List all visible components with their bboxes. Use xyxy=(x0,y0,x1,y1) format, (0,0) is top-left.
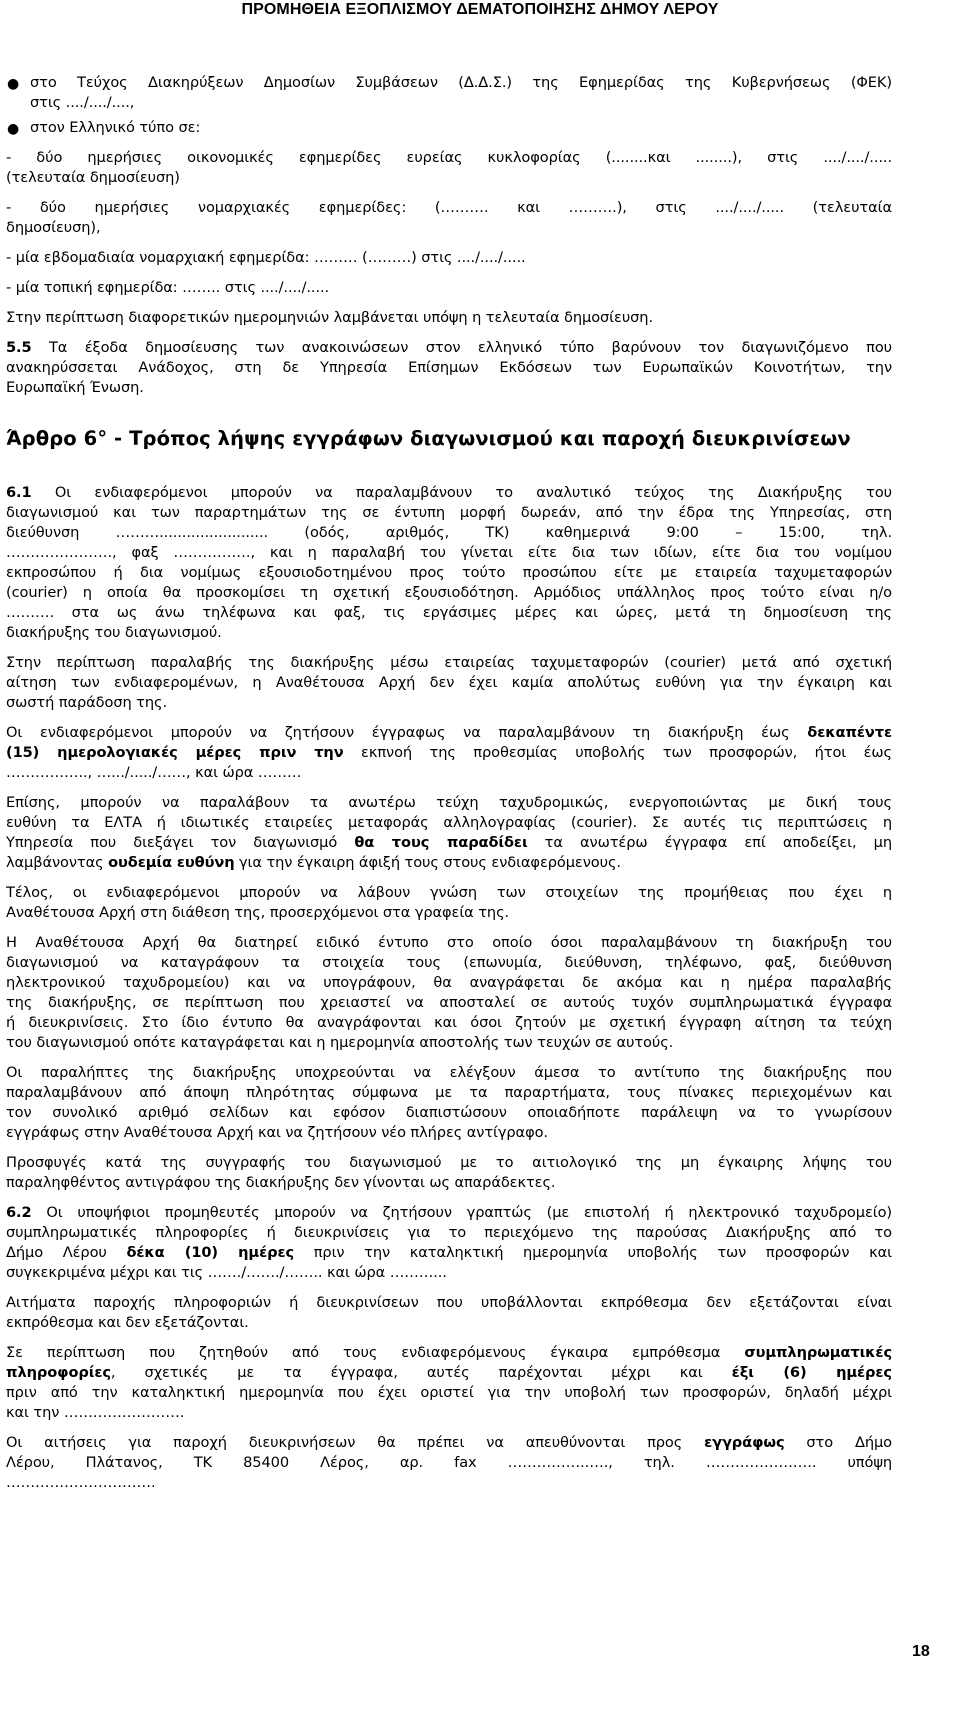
text-line: …………………………. xyxy=(6,1474,156,1491)
text-line: - μία εβδομαδιαία νομαρχιακή εφημερίδα: ……… (………) στις ..../..../..... xyxy=(6,249,526,266)
text-line: στο Τεύχος Διακηρύξεων Δημοσίων Συμβάσεων (Δ.Δ.Σ.) της Εφημερίδας της Κυβερνήσεως (ΦΕΚ) xyxy=(30,74,892,91)
text-line: Στην περίπτωση παραλαβής της διακήρυξης μέσω εταιρείας ταχυμεταφορών (courier) μετά από σχετική xyxy=(6,654,892,671)
text-line: λαμβάνοντας ουδεμία ευθύνη για την έγκαιρη άφιξή τους στους ενδιαφερόμενους. xyxy=(6,854,621,871)
text-line: στον Ελληνικό τύπο σε: xyxy=(30,119,201,136)
text-line: στις ..../..../...., xyxy=(30,94,135,111)
page-number: 18 xyxy=(912,1643,930,1660)
text-line: ή διευκρινίσεις. Στο ίδιο έντυπο θα αναγράφονται και όσοι ζητούν με σχετική έγγραφη αίτηση τα τεύχη xyxy=(6,1014,892,1031)
text-line: - δύο ημερήσιες οικονομικές εφημερίδες ευρείας κυκλοφορίας (........και ........), στις ..../..../..... xyxy=(6,149,892,166)
text-line: Στην περίπτωση διαφορετικών ημερομηνιών λαμβάνεται υπόψη η τελευταία δημοσίευση. xyxy=(6,309,653,326)
section-number: 5.5 xyxy=(6,339,32,356)
text-line: Οι ενδιαφερόμενοι μπορούν να ζητήσουν έγγραφως να παραλαμβάνουν τη διακήρυξη έως δεκαπέντε xyxy=(6,724,892,741)
text-line: (15) ημερολογιακές μέρες πριν την εκπνοή της προθεσμίας υποβολής των προσφορών, ήτοι έως xyxy=(6,744,893,761)
text-line: ανακηρύσσεται Ανάδοχος, στη δε Υπηρεσία Επίσημων Εκδόσεων των Ευρωπαϊκών Κοινοτήτων, την xyxy=(6,359,892,376)
text-line: της διακήρυξης, σε περίπτωση που χρειαστεί να αποσταλεί σε αυτούς τυχόν συμπληρωματικά έγγραφα xyxy=(6,994,892,1011)
text-line: Οι παραλήπτες της διακήρυξης υποχρεούνται να ελέγξουν άμεσα το αντίτυπο της διακήρυξης που xyxy=(6,1064,892,1081)
text-line: Δήμο Λέρου δέκα (10) ημέρες πριν την καταληκτική ημερομηνία υποβολής των προσφορών και xyxy=(6,1244,893,1261)
section-number: 6.1 xyxy=(6,484,32,501)
text-line: Ευρωπαϊκή Ένωση. xyxy=(6,379,144,396)
text-line: πληροφορίες, σχετικές με τα έγγραφα, αυτές παρέχονται μέχρι και έξι (6) ημέρες xyxy=(6,1364,892,1381)
text-line: συγκεκριμένα μέχρι και τις ……./……./…….. και ώρα ………... xyxy=(6,1264,447,1281)
text-line: Αναθέτουσα Αρχή στη διάθεση της, προσερχόμενοι στα γραφεία της. xyxy=(6,904,510,921)
text-line: (τελευταία δημοσίευση) xyxy=(6,169,180,186)
bullet-dot: ● xyxy=(7,121,20,137)
text-line: ………. στα ως άνω τηλέφωνα και φαξ, τις εργάσιμες μέρες και ώρες, μετά τη δημοσίευση της xyxy=(6,604,892,621)
section-number: 6.2 xyxy=(6,1204,32,1221)
text-line: διεύθυνση ………........................ (οδός, αριθμός, ΤΚ) καθημερινά 9:00 – 15:00, τηλ. xyxy=(6,524,892,541)
text-line: διαγωνισμού και των παραρτημάτων της σε έντυπη μορφή δωρεάν, από την έδρα της Υπηρεσίας, στη xyxy=(6,504,892,521)
text-line: Οι αιτήσεις για παροχή διευκρινήσεων θα πρέπει να απευθύνονται προς εγγράφως στο Δήμο xyxy=(6,1434,892,1451)
header-title: ΠΡΟΜΗΘΕΙΑ ΕΞΟΠΛΙΣΜΟΥ ΔΕΜΑΤΟΠΟΙΗΣΗΣ ΔΗΜΟΥ ΛΕΡΟΥ xyxy=(241,1,719,18)
text-line: Προσφυγές κατά της συγγραφής του διαγωνισμού με το αιτιολογικό της μη έγκαιρης λήψης του xyxy=(6,1154,892,1171)
text-line: διακήρυξης του διαγωνισμού. xyxy=(6,624,222,641)
text-line: τον συνολικό αριθμό σελίδων και εφόσον διαπιστώσουν οποιαδήποτε παράλειψη να το γνωρίσουν xyxy=(6,1104,892,1121)
text-line: συμπληρωματικές πληροφορίες ή διευκρινίσεις για το περιεχόμενο της παρούσας Διακήρυξης από το xyxy=(6,1224,892,1241)
text-line: εκπροσώπου ή δια νομίμως εξουσιοδοτημένου προς τούτο προσώπου είτε με εταιρεία ταχυμεταφορών xyxy=(6,564,892,581)
text-line: Επίσης, μπορούν να παραλάβουν τα ανωτέρω τεύχη ταχυδρομικώς, ενεργοποιώντας με δική τους xyxy=(6,794,892,811)
text-line: αίτηση των ενδιαφερομένων, η Αναθέτουσα Αρχή δεν έχει καμία απολύτως ευθύνη για την έγκαιρη και xyxy=(6,674,892,691)
text-line: Λέρου, Πλάτανος, ΤΚ 85400 Λέρος, αρ. fax ……………..…., τηλ. ………………….. υπόψη xyxy=(6,1454,892,1471)
paragraph-6-1: 6.1 Οι ενδιαφερόμενοι μπορούν να παραλαμβάνουν το αναλυτικό τεύχος της Διακήρυξης του xyxy=(6,484,892,501)
text-line: και την ……………………. xyxy=(6,1404,185,1421)
text-line: ηλεκτρονικού ταχυδρομείου) και να υπογράφουν, θα αναγράφεται δε ακόμα και η ημέρα παραλαβής xyxy=(6,974,892,991)
text-line: εκπρόθεσμα και δεν εξετάζονται. xyxy=(6,1314,249,1331)
text-line: του διαγωνισμού οπότε καταγράφεται και η ημερομηνία αποστολής των τευχών σε αυτούς. xyxy=(6,1034,674,1051)
paragraph-5-5: 5.5 Τα έξοδα δημοσίευσης των ανακοινώσεων στον ελληνικό τύπο βαρύνουν τον διαγωνιζόμενο που xyxy=(6,339,892,356)
text-line: διαγωνισμού να καταγράφουν τα στοιχεία τους (επωνυμία, διεύθυνση, τηλέφωνο, φαξ, διεύθυνση xyxy=(6,954,892,971)
text-line: δημοσίευση), xyxy=(6,219,101,236)
text-line: - μία τοπική εφημερίδα: …….. στις ..../..../..... xyxy=(6,279,330,296)
text-line: παραληφθέντος αντιγράφου της διακήρυξης δεν γίνονται ως απαράδεκτες. xyxy=(6,1174,556,1191)
text-line: - δύο ημερήσιες νομαρχιακές εφημερίδες: (………. και ……….), στις ..../..../..... (τελευταία xyxy=(6,199,892,216)
article-heading: Άρθρο 6° - Τρόπος λήψης εγγράφων διαγωνισμού και παροχή διευκρινίσεων xyxy=(6,427,851,450)
text-line: Αιτήματα παροχής πληροφοριών ή διευκρινίσεων που υποβάλλονται εκπρόθεσμα δεν εξετάζονται είναι xyxy=(6,1294,892,1311)
text-line: ευθύνη τα ΕΛΤΑ ή ιδιωτικές εταιρείες μεταφοράς αλληλογραφίας (courier). Σε αυτές τις περιπτώσεις η xyxy=(6,814,892,831)
text-line: (courier) η οποία θα προσκομίσει τη σχετική εξουσιοδότηση. Αρμόδιος υπάλληλος προς τούτο είναι η/ο xyxy=(6,584,892,601)
text-line: Υπηρεσία που διεξάγει τον διαγωνισμό θα τους παραδίδει τα ανωτέρω έγγραφα επί αποδείξει, μη xyxy=(6,834,893,851)
text-line: πριν από την καταληκτική ημερομηνία που έχει οριστεί για την υποβολή των προσφορών, δηλαδή μέχρι xyxy=(6,1384,892,1401)
paragraph-6-2: 6.2 Οι υποψήφιοι προμηθευτές μπορούν να ζητήσουν γραπτώς (με επιστολή ή ηλεκτρονικό ταχυδρομείο) xyxy=(6,1204,892,1221)
text-line: Σε περίπτωση που ζητηθούν από τους ενδιαφερόμενους έγκαιρα εμπρόθεσμα συμπληρωματικές xyxy=(6,1344,892,1361)
text-line: σωστή παράδοση της. xyxy=(6,694,168,711)
text-line: Η Αναθέτουσα Αρχή θα διατηρεί ειδικό έντυπο στο οποίο όσοι παραλαμβάνουν τη διακήρυξη του xyxy=(6,934,892,951)
text-line: …………….., ….../...../……, και ώρα ……… xyxy=(6,764,302,781)
text-line: παραλαμβάνουν από άποψη πληρότητας σύμφωνα με τα παραρτήματα, τους πίνακες περιεχομένων και xyxy=(6,1084,892,1101)
text-line: Τέλος, οι ενδιαφερόμενοι μπορούν να λάβουν γνώση των στοιχείων της προμήθειας που έχει η xyxy=(6,884,892,901)
bullet-dot: ● xyxy=(7,76,20,92)
text-line: εγγράφως στην Αναθέτουσα Αρχή και να ζητήσουν νέο πλήρες αντίγραφο. xyxy=(6,1124,548,1141)
text-line: …………………., φαξ ……………., και η παραλαβή του γίνεται είτε δια των ιδίων, είτε δια του νομίμου xyxy=(6,544,892,561)
